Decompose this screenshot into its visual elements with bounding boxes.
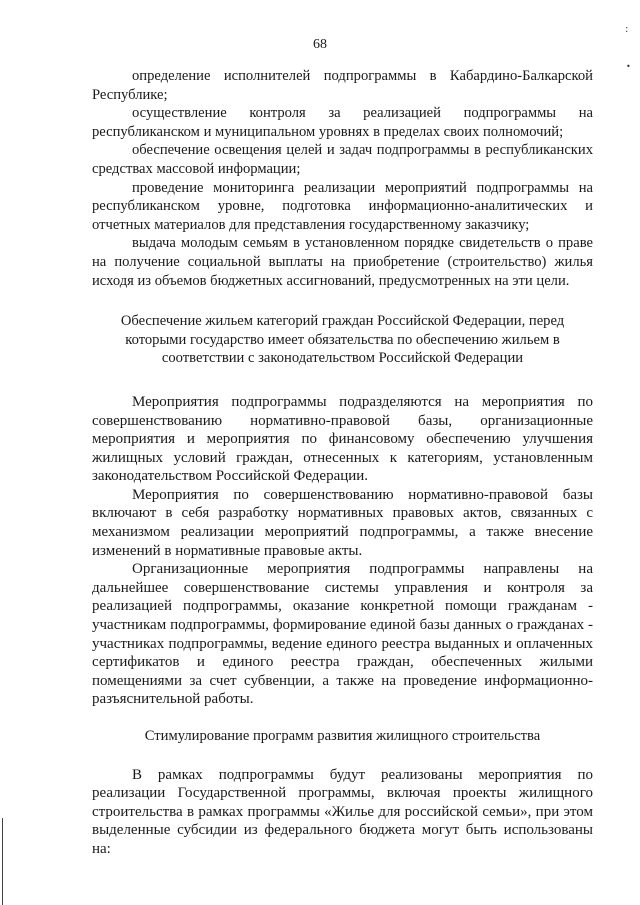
section-heading-construction-stimulation: Стимулирование программ развития жилищного строительства bbox=[144, 728, 541, 744]
paragraph-certificates: выдача молодым семьям в установленном порядке свидетельств о праве на получение социальной выплаты на приобретение (строительство) жилья исходя из объемов бюджетных ассигнований, предусмотренных на эти цели. bbox=[92, 235, 593, 289]
paragraph-state-program: В рамках подпрограммы будут реализованы мероприятия по реализации Государственной программы, включая проекты жилищного строительства в рамках программы «Жилье для российской семьи», при этом выделенные субсидии из федерального бюджета могут быть использованы на: bbox=[92, 766, 593, 857]
paragraph-regulatory-base: Мероприятия по совершенствованию нормативно-правовой базы включают в себя разработку нормативных правовых актов, связанных с механизмом реализации мероприятий подпрограммы, а также внесение изменений в нормативные правовые акты. bbox=[92, 486, 593, 559]
paragraph-performers: определение исполнителей подпрограммы в Кабардино-Балкарской Республике; bbox=[92, 68, 593, 103]
paragraph-media-coverage: обеспечение освещения целей и задач подпрограммы в республиканских средствах массовой информации; bbox=[92, 142, 593, 177]
document-body bbox=[92, 67, 593, 859]
scan-edge-line bbox=[2, 818, 3, 905]
paragraph-control: осуществление контроля за реализацией подпрограммы на республиканском и муниципальном уровнях в пределах своих полномочий; bbox=[92, 105, 593, 140]
paragraph-measures-types: Мероприятия подпрограммы подразделяются на мероприятия по совершенствованию нормативно-правовой базы, организационные мероприятия и мероприятия по финансовому обеспечению улучшения жилищных условий граждан, отнесенных к категориям, установленным законодательством Российской Федерации. bbox=[92, 393, 593, 485]
scan-artifact-mark: : bbox=[625, 24, 629, 35]
page-number: 68 bbox=[313, 37, 327, 52]
scan-artifact-dot: • bbox=[626, 62, 631, 71]
section-heading-housing-categories: Обеспечение жильем категорий граждан Российской Федерации, перед которыми государство имеет обязательства по обеспечению жильем в соответствии с законодательством Российской Федерации bbox=[120, 313, 565, 367]
paragraph-monitoring: проведение мониторинга реализации мероприятий подпрограммы на республиканском уровне, подготовка информационно-аналитических и отчетных материалов для представления государственному заказчику; bbox=[92, 179, 593, 233]
paragraph-organizational-measures: Организационные мероприятия подпрограммы направлены на дальнейшее совершенствование системы управления и контроля за реализацией подпрограммы, оказание конкретной помощи гражданам - участникам подпрограммы, формирование единой базы данных о гражданах - участниках подпрограммы, ведение единого реестра выданных и оплаченных сертификатов и единого реестра граждан, обеспеченных жилыми помещениями за счет субвенции, а также на проведение информационно-разъяснительной работы. bbox=[92, 561, 593, 708]
